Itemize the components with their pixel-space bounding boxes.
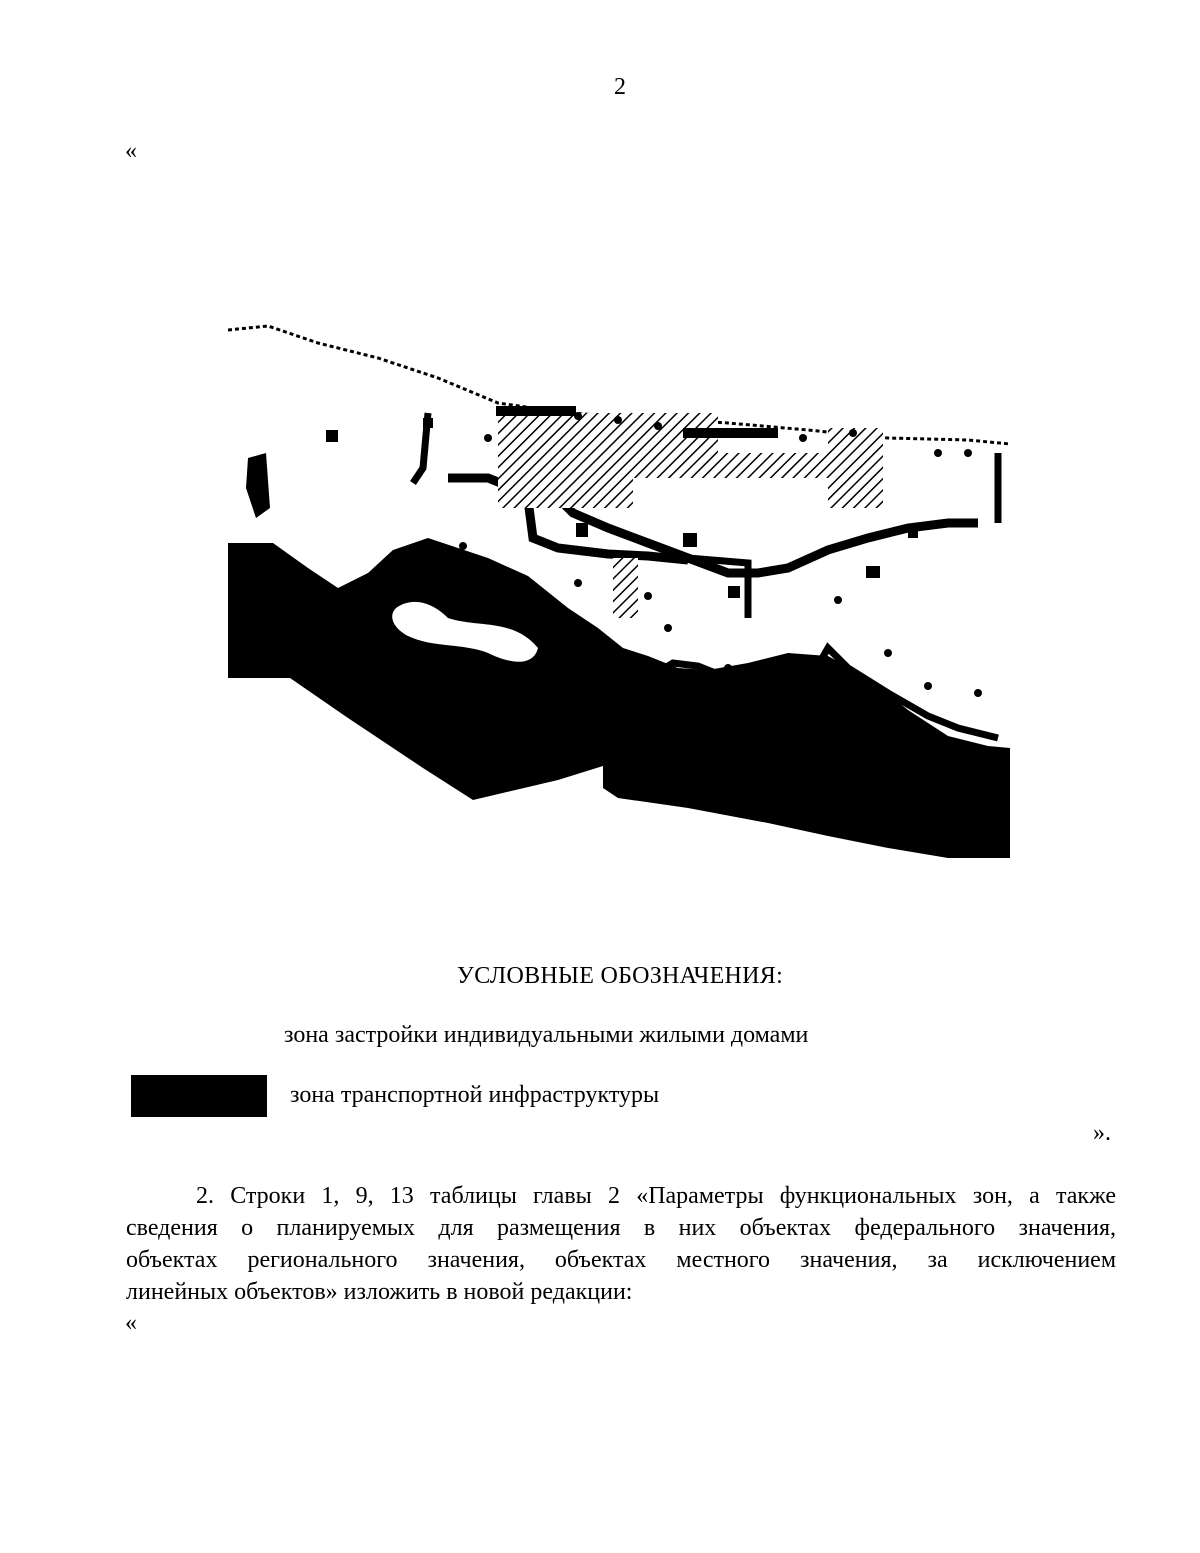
paragraph-line: объектах регионального значения, объектах местного значения, за исключением xyxy=(126,1247,1116,1273)
paragraph-line: сведения о планируемых для размещения в них объектах федерального значения, xyxy=(126,1215,1116,1241)
legend-title: УСЛОВНЫЕ ОБОЗНАЧЕНИЯ: xyxy=(456,963,784,989)
legend-label-transport: зона транспортной инфраструктуры xyxy=(290,1082,660,1108)
amendment-paragraph xyxy=(126,1180,1116,1308)
opening-quote-mark: « xyxy=(125,1310,137,1336)
zoning-map xyxy=(228,318,1010,858)
paragraph-line: 2. Строки 1, 9, 13 таблицы главы 2 «Параметры функциональных зон, а также xyxy=(196,1183,1116,1209)
residential-zone xyxy=(498,453,633,508)
transport-zone xyxy=(246,453,270,518)
paragraph-line: линейных объектов» изложить в новой редакции: xyxy=(126,1279,633,1305)
closing-quote-mark: ». xyxy=(1093,1120,1111,1146)
legend-swatch-transport xyxy=(131,1075,267,1117)
opening-quote-mark: « xyxy=(125,138,137,164)
residential-zone xyxy=(613,558,638,618)
page-number: 2 xyxy=(614,74,626,100)
legend-label-residential: зона застройки индивидуальными жилыми домами xyxy=(284,1022,809,1048)
residential-zone xyxy=(828,428,883,508)
